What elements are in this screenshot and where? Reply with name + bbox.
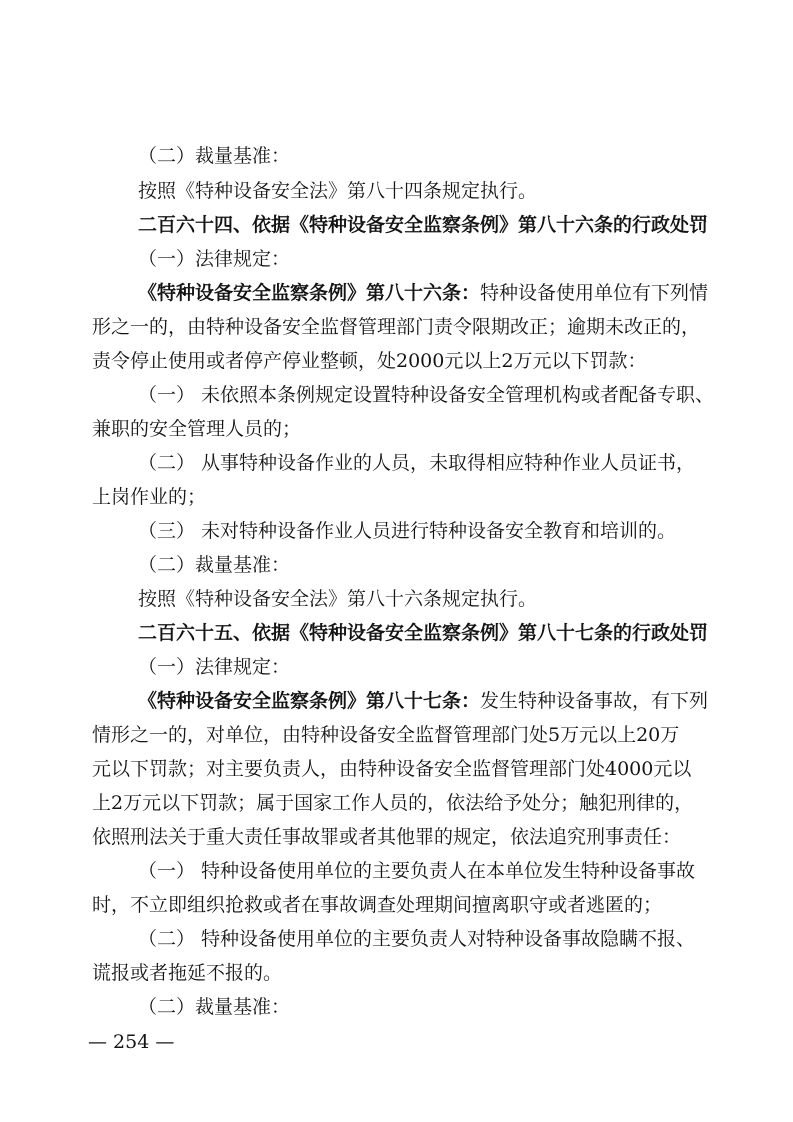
paragraph-line: 依照刑法关于重大责任事故罪或者其他罪的规定，依法追究刑事责任： <box>92 826 682 848</box>
paragraph-line: 责令停止使用或者停产停业整顿，处2000元以上2万元以下罚款： <box>92 350 647 372</box>
list-item: （三） 未对特种设备作业人员进行特种设备安全教育和培训的。 <box>138 520 677 542</box>
page-number: — 254 — <box>88 1031 175 1053</box>
list-item: （一） 特种设备使用单位的主要负责人在本单位发生特种设备事故 <box>138 860 696 882</box>
section-heading-264: 二百六十四、依据《特种设备安全监察条例》第八十六条的行政处罚 <box>138 214 709 236</box>
paragraph-line: 《特种设备安全监察条例》第八十七条：发生特种设备事故，有下列 <box>138 690 709 712</box>
paragraph-line: 时，不立即组织抢救或者在事故调查处理期间擅离职守或者逃匿的； <box>92 894 663 916</box>
list-item: （二） 从事特种设备作业的人员，未取得相应特种作业人员证书， <box>138 452 696 474</box>
list-item: （一） 未依照本条例规定设置特种设备安全管理机构或者配备专职、 <box>138 384 715 406</box>
section-heading-265: 二百六十五、依据《特种设备安全监察条例》第八十七条的行政处罚 <box>138 622 709 644</box>
paragraph-line: 兼职的安全管理人员的； <box>92 418 302 440</box>
paragraph-line: 元以下罚款；对主要负责人，由特种设备安全监督管理部门处4000元以 <box>92 758 692 780</box>
paragraph-line: 《特种设备安全监察条例》第八十六条：特种设备使用单位有下列情 <box>138 282 709 304</box>
subheading-discretion-standard: （二）裁量基准： <box>138 145 291 167</box>
subheading-legal-provision: （一）法律规定： <box>138 248 291 270</box>
paragraph-line: 上岗作业的； <box>92 486 207 508</box>
paragraph-line: 按照《特种设备安全法》第八十四条规定执行。 <box>138 180 538 202</box>
paragraph-line: 谎报或者拖延不报的。 <box>92 962 283 984</box>
paragraph-line: 上2万元以下罚款；属于国家工作人员的，依法给予处分；触犯刑律的， <box>92 792 694 814</box>
subheading-discretion-standard: （二）裁量基准： <box>138 996 291 1018</box>
paragraph-line: 情形之一的，对单位，由特种设备安全监督管理部门处5万元以上20万 <box>92 724 680 746</box>
paragraph-line: 形之一的，由特种设备安全监督管理部门责令限期改正；逾期未改正的， <box>92 316 701 338</box>
subheading-legal-provision: （一）法律规定： <box>138 656 291 678</box>
article-lead: 《特种设备安全监察条例》第八十七条： <box>138 690 481 712</box>
list-item: （二） 特种设备使用单位的主要负责人对特种设备事故隐瞒不报、 <box>138 928 696 950</box>
paragraph-line: 按照《特种设备安全法》第八十六条规定执行。 <box>138 588 538 610</box>
subheading-discretion-standard: （二）裁量基准： <box>138 554 291 576</box>
article-lead: 《特种设备安全监察条例》第八十六条： <box>138 282 481 304</box>
